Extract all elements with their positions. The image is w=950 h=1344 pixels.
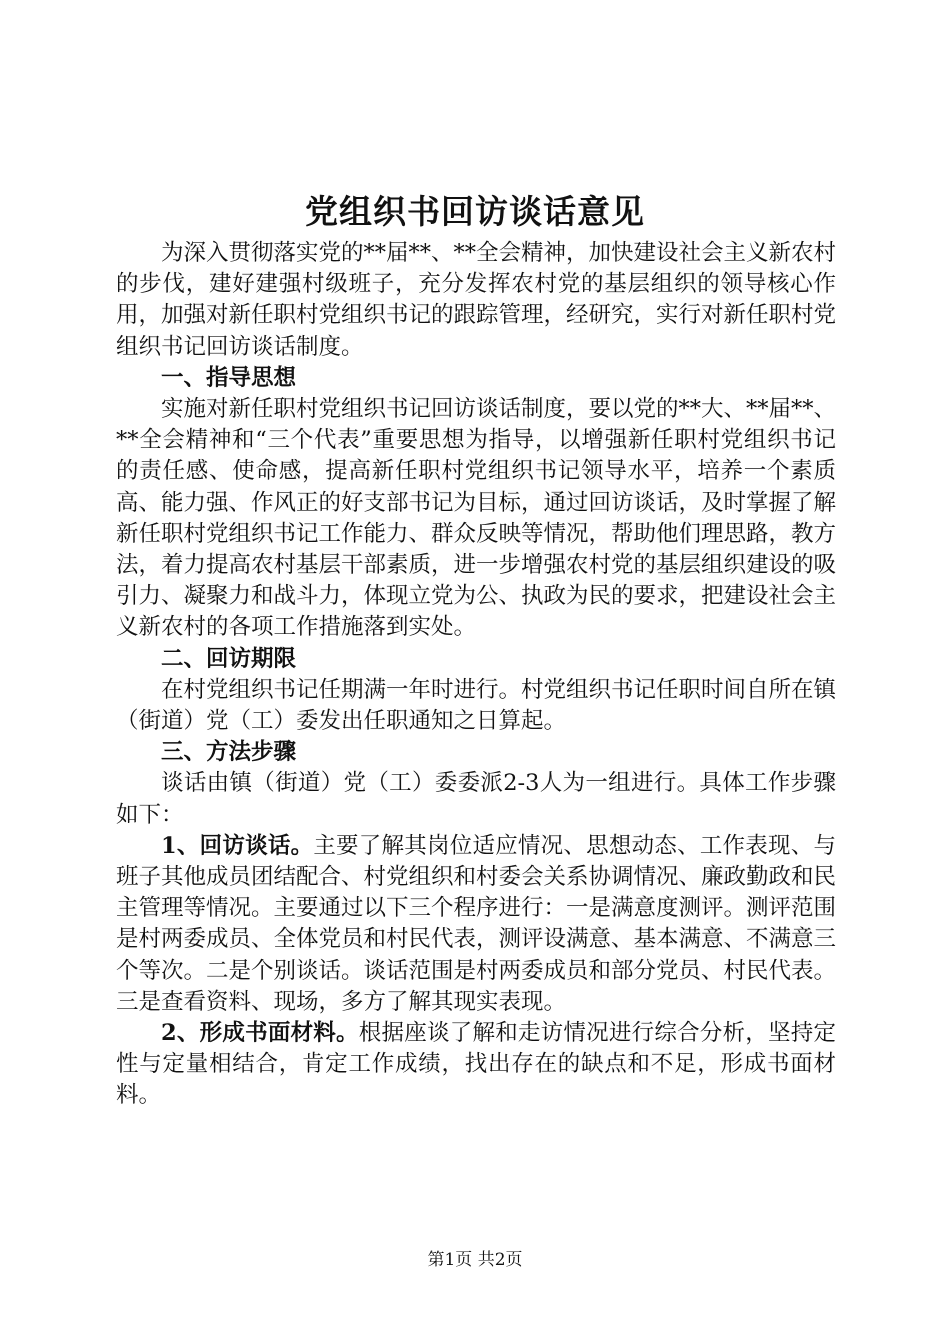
step-lead-written-material: 2、形成书面材料。 xyxy=(161,1020,359,1047)
document-body xyxy=(116,238,836,1112)
intro-paragraph: 为深入贯彻落实党的**届**、**全会精神，加快建设社会主义新农村的步伐，建好建强村级班子，充分发挥农村党的基层组织的领导核心作用，加强对新任职村党组织书记的跟踪管理，经研究，实行对新任职村党组织书记回访谈话制度。 xyxy=(116,240,837,360)
section-heading-guiding-thought: 一、指导思想 xyxy=(161,364,297,391)
section-heading-methods: 三、方法步骤 xyxy=(161,739,297,766)
step-text-visit-talk: 主要了解其岗位适应情况、思想动态、工作表现、与班子其他成员团结配合、村党组织和村委会关系协调情况、廉政勤政和民主管理等情况。主要通过以下三个程序进行：一是满意度测评。测评范围是村两委成员、全体党员和村民代表，测评设满意、基本满意、不满意三个等次。二是个别谈话。谈话范围是村两委成员和部分党员、村民代表。三是查看资料、现场，多方了解其现实表现。 xyxy=(116,832,837,1015)
section-body-methods: 谈话由镇（街道）党（工）委委派2-3人为一组进行。具体工作步骤如下： xyxy=(116,770,836,828)
document-title: 党组织书回访谈话意见 xyxy=(305,192,645,231)
step-paragraph-visit-talk xyxy=(116,831,836,1018)
section-body-visit-period: 在村党组织书记任期满一年时进行。村党组织书记任职时间自所在镇（街道）党（工）委发出任职通知之日算起。 xyxy=(116,676,837,735)
step-lead-visit-talk: 1、回访谈话。 xyxy=(161,832,314,859)
section-heading-visit-period: 二、回访期限 xyxy=(161,645,297,672)
step-paragraph-written-material xyxy=(116,1018,836,1112)
section-body-guiding-thought: 实施对新任职村党组织书记回访谈话制度，要以党的**大、**届**、**全会精神和“三个代表”重要思想为指导，以增强新任职村党组织书记的责任感、使命感，提高新任职村党组织书记领导水平，培养一个素质高、能力强、作风正的好支部书记为目标，通过回访谈话，及时掌握了解新任职村党组织书记工作能力、群众反映等情况，帮助他们理思路，教方法，着力提高农村基层干部素质，进一步增强农村党的基层组织建设的吸引力、凝聚力和战斗力，体现立党为公、执政为民的要求，把建设社会主义新农村的各项工作措施落到实处。 xyxy=(116,396,837,641)
step-text-written-material: 根据座谈了解和走访情况进行综合分析，坚持定性与定量相结合，肯定工作成绩，找出存在的缺点和不足，形成书面材料。 xyxy=(116,1020,836,1109)
page-footer: 第1页 共2页 xyxy=(427,1250,523,1270)
